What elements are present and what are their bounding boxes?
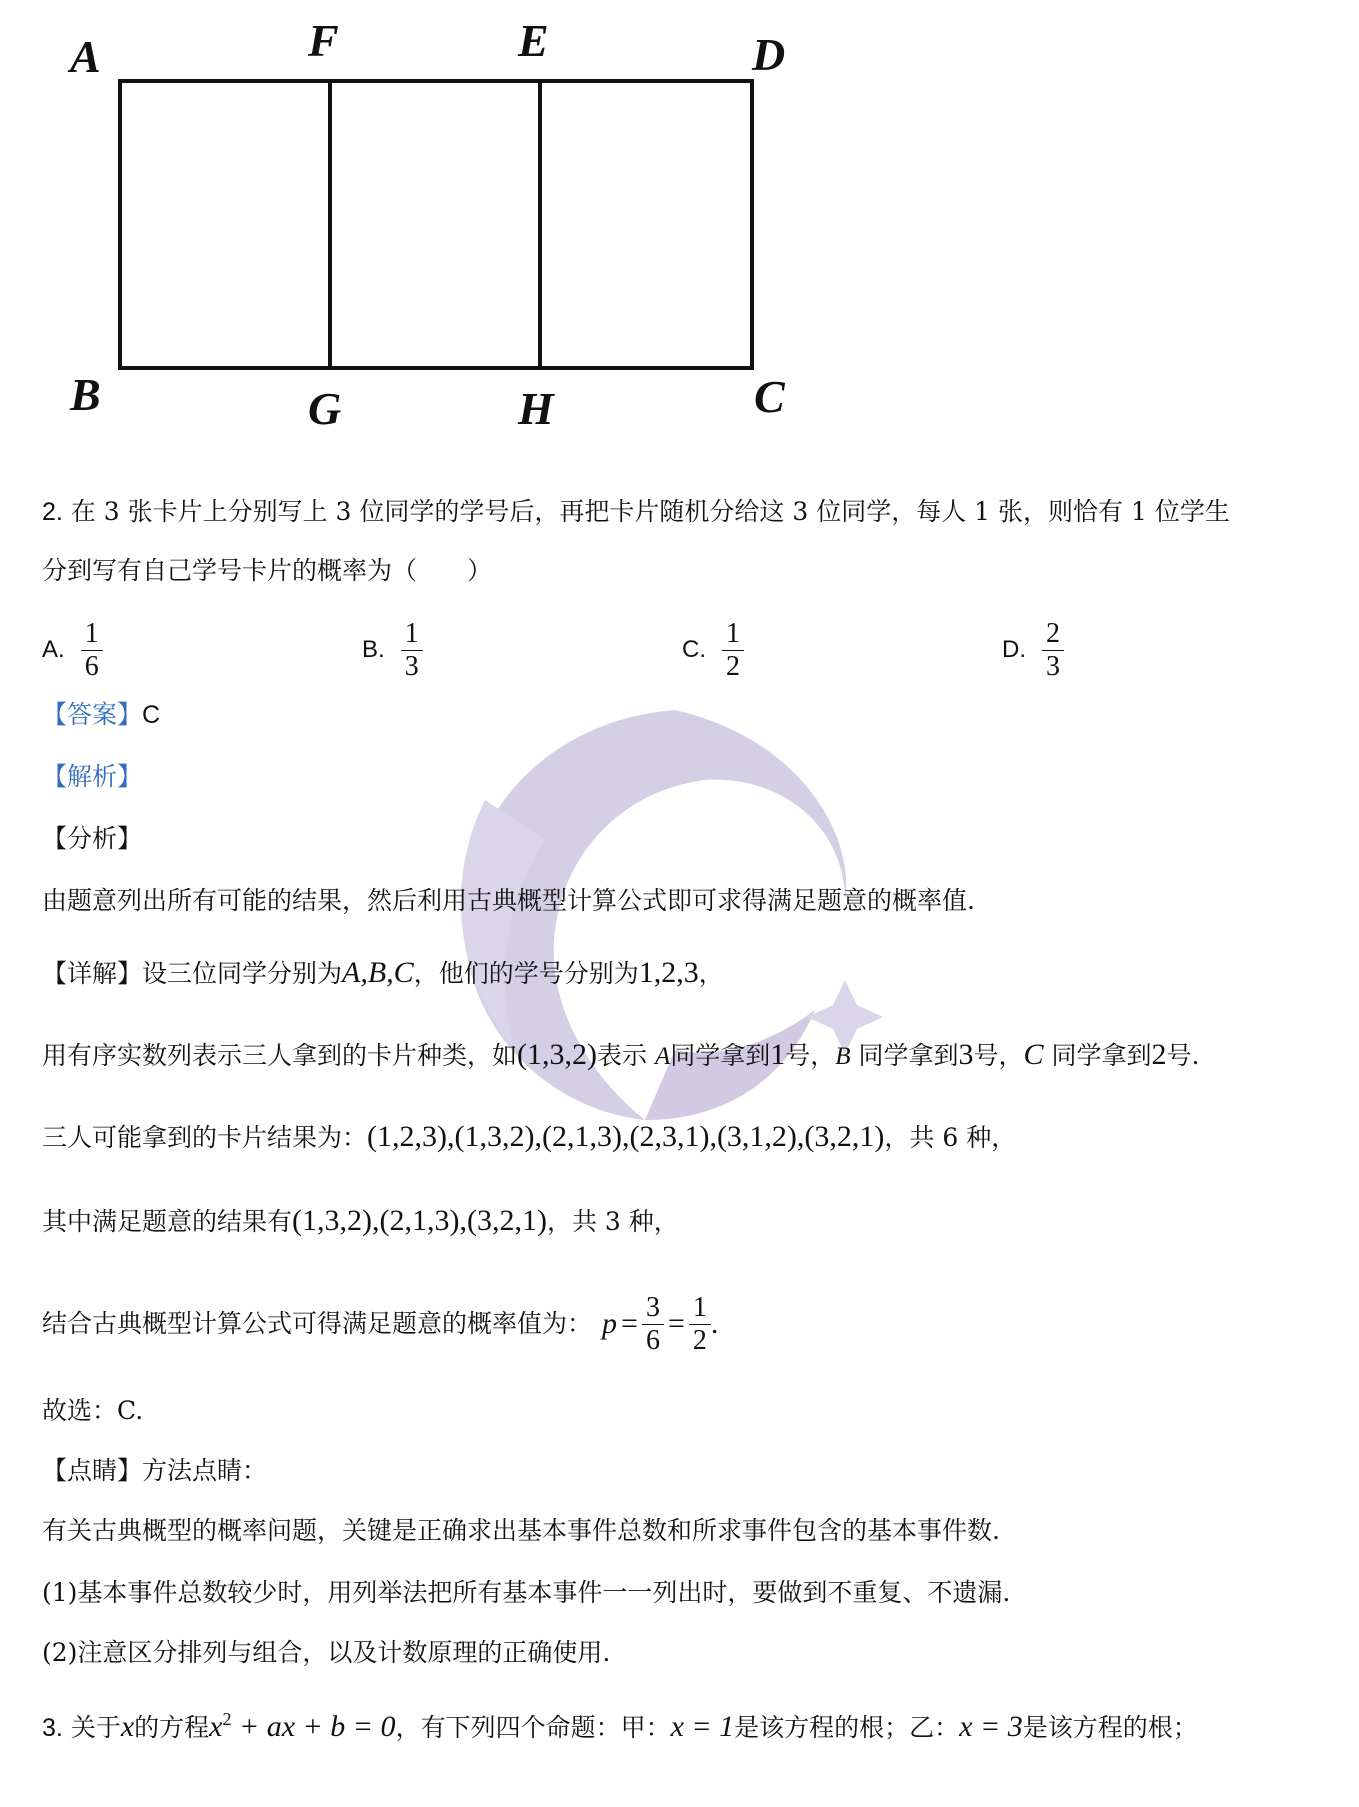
l4-tuples: (1,3,2),(2,1,3),(3,2,1) xyxy=(292,1204,547,1237)
option-a[interactable] xyxy=(42,610,103,690)
q3-root-2: x = 3 xyxy=(959,1710,1023,1743)
l2-num-2: 2 xyxy=(1151,1038,1167,1071)
q2-stem-text1: 在 3 张卡片上分别写上 3 位同学的学号后，再把卡片随机分给这 3 位同学，每人 1 张，则恰有 1 位学生 xyxy=(70,497,1230,526)
l2-tuple: (1,3,2) xyxy=(517,1038,597,1071)
choose-text: 故选：C. xyxy=(42,1396,144,1425)
eq-x: x xyxy=(209,1710,223,1743)
label-B: B xyxy=(70,369,101,420)
choose-line xyxy=(42,1394,143,1428)
l2-text-d: 号， xyxy=(785,1041,836,1070)
option-c-label: C. xyxy=(682,636,706,663)
option-a-fraction xyxy=(81,618,103,683)
xj-abc: A,B,C xyxy=(342,956,414,989)
option-c[interactable] xyxy=(682,610,744,690)
fenxi-text: 由题意列出所有可能的结果，然后利用古典概型计算公式即可求得满足题意的概率值. xyxy=(42,886,975,915)
l2-var-c: C xyxy=(1023,1038,1044,1071)
equals-sign: = xyxy=(667,1307,685,1340)
option-a-label: A. xyxy=(42,636,65,663)
xj-nums: 1,2,3 xyxy=(638,956,699,989)
label-H: H xyxy=(518,383,554,434)
option-b-den: 3 xyxy=(404,650,419,682)
tuple-explain-line xyxy=(42,1038,1199,1074)
rectangle-figure xyxy=(60,15,820,440)
xiangjie-line xyxy=(42,956,724,991)
q2-number: 2. xyxy=(42,498,63,526)
option-d-den: 3 xyxy=(1046,650,1060,682)
prob-fraction-1 xyxy=(642,1292,664,1357)
q3-number: 3. xyxy=(42,1714,63,1742)
note-point-1 xyxy=(42,1576,1010,1610)
probability-line xyxy=(42,1284,718,1364)
dianjing-line xyxy=(42,1454,267,1488)
q2-stem-line2 xyxy=(42,554,492,588)
q2-stem-text2: 分到写有自己学号卡片的概率为（ ） xyxy=(42,556,493,585)
option-b-num: 1 xyxy=(404,617,419,649)
l2-text-a: 用有序实数列表示三人拿到的卡片种类，如 xyxy=(42,1041,518,1070)
q3-text-2: 的方程 xyxy=(134,1713,210,1742)
equals-sign: = xyxy=(621,1307,638,1340)
l2-text-c: 同学拿到 xyxy=(670,1041,771,1070)
dianjing-tag: 【点睛】 xyxy=(42,1456,143,1485)
frac2-den: 2 xyxy=(692,1324,707,1356)
l2-text-f: 号， xyxy=(973,1041,1024,1070)
option-b-fraction xyxy=(401,618,423,683)
label-A: A xyxy=(70,31,101,82)
q3-root-1: x = 1 xyxy=(670,1710,735,1743)
eq-sup: 2 xyxy=(222,1709,232,1729)
option-c-num: 1 xyxy=(726,617,740,649)
option-b[interactable] xyxy=(362,610,423,690)
label-F: F xyxy=(308,15,339,66)
q2-stem-line1 xyxy=(42,495,1230,529)
option-d[interactable] xyxy=(1002,610,1064,690)
answer-tag: 【答案】 xyxy=(42,700,143,729)
option-c-fraction xyxy=(722,618,744,683)
eq-rest: + ax + b = 0 xyxy=(231,1710,396,1743)
xj-text2: ，他们的学号分别为 xyxy=(413,959,639,988)
fenxi-text-line xyxy=(42,884,975,918)
label-D: D xyxy=(752,29,786,80)
frac1-num: 3 xyxy=(645,1291,660,1323)
l3-tuples: (1,2,3),(1,3,2),(2,1,3),(2,3,1),(3,1,2),(3,2,1) xyxy=(367,1120,885,1153)
label-E: E xyxy=(518,15,549,66)
l3-text-b: ，共 6 种， xyxy=(884,1123,1017,1152)
answer-line xyxy=(42,698,160,732)
l4-text-b: ，共 3 种， xyxy=(546,1207,679,1236)
l5-text-a: 结合古典概型计算公式可得满足题意的概率值为： xyxy=(42,1309,593,1338)
prob-fraction-2 xyxy=(689,1292,711,1357)
outer-rectangle-ABCD xyxy=(120,81,752,368)
q3-stem xyxy=(42,1702,1198,1745)
option-d-label: D. xyxy=(1002,636,1026,663)
fenxi-tag: 【分析】 xyxy=(42,824,143,853)
option-a-den: 6 xyxy=(84,650,99,682)
label-C: C xyxy=(754,371,785,422)
fenxi-tag-line xyxy=(42,822,142,856)
option-b-label: B. xyxy=(362,636,385,663)
q3-var-x: x xyxy=(120,1710,135,1743)
xj-text1: 设三位同学分别为 xyxy=(142,959,343,988)
q3-text-4: 是该方程的根；乙： xyxy=(734,1713,960,1742)
option-d-fraction xyxy=(1042,618,1064,683)
q3-equation xyxy=(209,1710,395,1743)
analysis-tag: 【解析】 xyxy=(42,762,143,791)
l2-text-e: 同学拿到 xyxy=(858,1041,959,1070)
q3-text-3: ，有下列四个命题：甲： xyxy=(395,1713,671,1742)
prob-var: p xyxy=(602,1307,618,1340)
xj-text3: ， xyxy=(698,959,724,988)
l2-var-a: A xyxy=(654,1043,671,1070)
l4-text-a: 其中满足题意的结果有 xyxy=(42,1207,293,1236)
l2-text-b: 表示 xyxy=(597,1041,648,1070)
all-results-line xyxy=(42,1120,1016,1155)
option-c-den: 2 xyxy=(726,650,740,682)
q3-text-5: 是该方程的根； xyxy=(1022,1713,1198,1742)
label-G: G xyxy=(308,383,342,434)
note-point-1-text: (1)基本事件总数较少时，用列举法把所有基本事件一一列出时，要做到不重复、不遗漏. xyxy=(42,1578,1011,1607)
valid-results-line xyxy=(42,1204,679,1239)
l2-num-3: 3 xyxy=(958,1038,974,1071)
answer-value: C xyxy=(142,701,161,729)
note-text: 有关古典概型的概率问题，关键是正确求出基本事件总数和所求事件包含的基本事件数. xyxy=(42,1516,1000,1545)
period: . xyxy=(710,1307,719,1340)
note-point-2 xyxy=(42,1636,610,1670)
frac1-den: 6 xyxy=(645,1324,660,1356)
option-d-num: 2 xyxy=(1046,617,1060,649)
l2-text-g: 同学拿到 xyxy=(1051,1041,1152,1070)
q3-text-1: 关于 xyxy=(70,1713,121,1742)
option-a-num: 1 xyxy=(84,617,99,649)
l2-text-h: 号. xyxy=(1166,1041,1200,1070)
l3-text-a: 三人可能拿到的卡片结果为： xyxy=(42,1123,368,1152)
xiangjie-tag: 【详解】 xyxy=(42,959,143,988)
frac2-num: 1 xyxy=(692,1291,707,1323)
l2-var-b: B xyxy=(835,1043,851,1070)
note-line xyxy=(42,1514,1000,1548)
note-point-2-text: (2)注意区分排列与组合，以及计数原理的正确使用. xyxy=(42,1638,611,1667)
analysis-line xyxy=(42,760,142,794)
l2-num-1: 1 xyxy=(770,1038,786,1071)
rectangle-diagram xyxy=(60,20,820,440)
dianjing-text: 方法点睛： xyxy=(142,1456,268,1485)
